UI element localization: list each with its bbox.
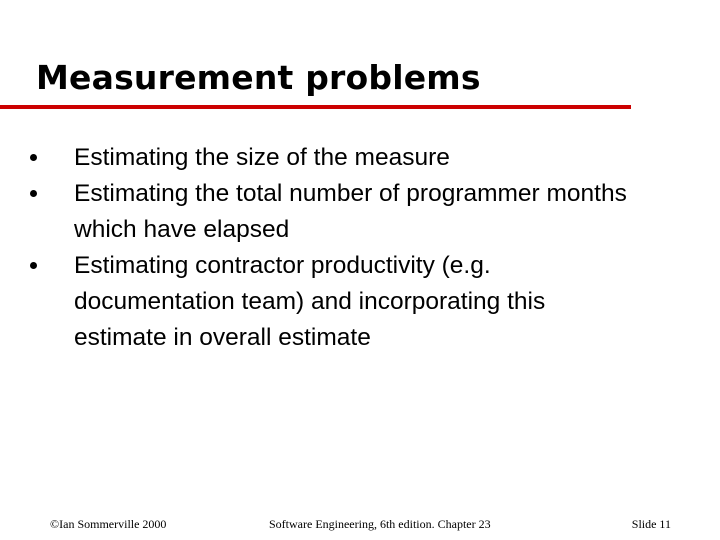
title-underline: [0, 105, 631, 109]
footer-slide-number: Slide 11: [631, 517, 671, 531]
bullet-text: Estimating the total number of programmer months which have elapsed: [74, 180, 627, 243]
bullet-item: [30, 248, 630, 356]
bullet-dot-icon: [30, 154, 37, 161]
slide-title: Measurement problems: [36, 58, 481, 97]
bullet-item: [30, 140, 630, 176]
footer-copyright: ©Ian Sommerville 2000: [50, 517, 167, 531]
bullet-dot-icon: [30, 262, 37, 269]
bullet-list: [30, 140, 630, 356]
footer-book-title: Software Engineering, 6th edition. Chapter 23: [269, 517, 491, 531]
bullet-text: Estimating contractor productivity (e.g. documentation team) and incorporating this estimate in overall estimate: [74, 252, 546, 351]
bullet-text: Estimating the size of the measure: [74, 144, 450, 171]
bullet-dot-icon: [30, 190, 37, 197]
bullet-item: [30, 176, 630, 248]
